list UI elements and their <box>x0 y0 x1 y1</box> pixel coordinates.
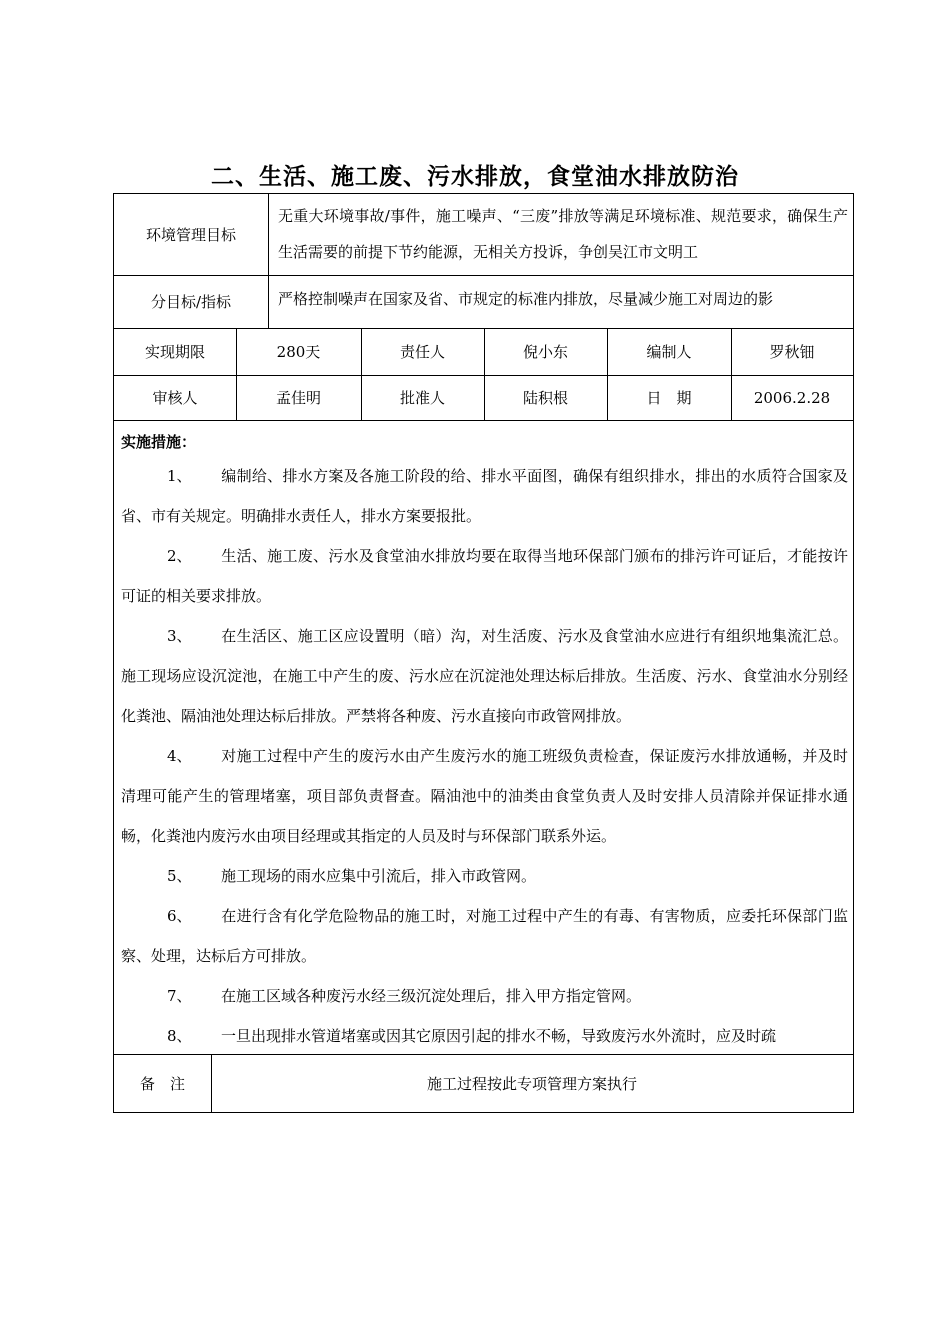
measure-text: 在生活区、施工区应设置明（暗）沟，对生活废、污水及食堂油水应进行有组织地集流汇总。施工现场应设沉淀池，在施工中产生的废、污水应在沉淀池处理达标后排放。生活废、污水、食堂油水分别经化粪池、隔油池处理达标后排放。严禁将各种废、污水直接向市政管网排放。 <box>121 627 848 725</box>
measure-text: 生活、施工废、污水及食堂油水排放均要在取得当地环保部门颁布的排污许可证后，才能按许可证的相关要求排放。 <box>121 547 848 605</box>
reviewer-label: 审核人 <box>152 389 198 407</box>
measures-label: 实施措施： <box>121 433 197 451</box>
col-divider <box>268 194 269 328</box>
author-value: 罗秋钿 <box>769 343 815 361</box>
sub-goal-text: 严格控制噪声在国家及省、市规定的标准内排放，尽量减少施工对周边的影 <box>278 290 774 308</box>
owner-label: 责任人 <box>399 343 445 361</box>
measures-section <box>121 428 848 1051</box>
measure-item <box>121 536 848 616</box>
reviewer-value: 孟佳明 <box>275 389 321 407</box>
date-label: 日 期 <box>646 389 692 407</box>
date-value: 2006.2.28 <box>753 388 831 407</box>
measure-number: 2、 <box>167 547 192 565</box>
period-label: 实现期限 <box>144 343 205 361</box>
period-value: 280天 <box>276 343 321 361</box>
approver-value: 陆积根 <box>522 389 568 407</box>
measure-item <box>121 456 848 536</box>
author-label: 编制人 <box>646 343 692 361</box>
measure-number: 8、 <box>167 1027 192 1045</box>
measure-text: 在施工区域各种废污水经三级沉淀处理后，排入甲方指定管网。 <box>221 987 642 1005</box>
goal-text: 无重大环境事故/事件，施工噪声、“三废”排放等满足环境标准、规范要求，确保生产生活需要的前提下节约能源，无相关方投诉，争创吴江市文明工 <box>278 207 848 261</box>
measure-text: 一旦出现排水管道堵塞或因其它原因引起的排水不畅，导致废污水外流时，应及时疏 <box>221 1027 777 1045</box>
measure-text: 施工现场的雨水应集中引流后，排入市政管网。 <box>221 867 537 885</box>
document-title: 二、生活、施工废、污水排放，食堂油水排放防治 <box>211 163 739 190</box>
measure-number: 1、 <box>167 467 192 485</box>
sub-goal-label: 分目标/指标 <box>150 293 232 311</box>
goal-label: 环境管理目标 <box>145 226 236 244</box>
measure-item <box>121 736 848 856</box>
measure-item <box>121 896 848 976</box>
owner-value: 倪小东 <box>522 343 568 361</box>
measure-item <box>121 856 848 896</box>
measure-item <box>121 976 848 1016</box>
remarks-label: 备 注 <box>139 1074 185 1093</box>
row-divider <box>114 420 853 421</box>
approver-label: 批准人 <box>399 389 445 407</box>
measure-number: 7、 <box>167 987 192 1005</box>
measure-text: 对施工过程中产生的废污水由产生废污水的施工班级负责检查，保证废污水排放通畅，并及时清理可能产生的管理堵塞，项目部负责督查。隔油池中的油类由食堂负责人及时安排人员清除并保证排水通畅，化粪池内废污水由项目经理或其指定的人员及时与环保部门联系外运。 <box>121 747 848 845</box>
measure-item <box>121 1016 848 1051</box>
measure-item <box>121 616 848 736</box>
measure-text: 在进行含有化学危险物品的施工时，对施工过程中产生的有毒、有害物质，应委托环保部门监察、处理，达标后方可排放。 <box>121 907 848 965</box>
measure-number: 6、 <box>167 907 192 925</box>
measure-number: 3、 <box>167 627 192 645</box>
remarks-text: 施工过程按此专项管理方案执行 <box>426 1074 637 1093</box>
measure-number: 4、 <box>167 747 192 765</box>
measure-number: 5、 <box>167 867 192 885</box>
measure-text: 编制给、排水方案及各施工阶段的给、排水平面图，确保有组织排水，排出的水质符合国家及省、市有关规定。明确排水责任人，排水方案要报批。 <box>121 467 848 525</box>
